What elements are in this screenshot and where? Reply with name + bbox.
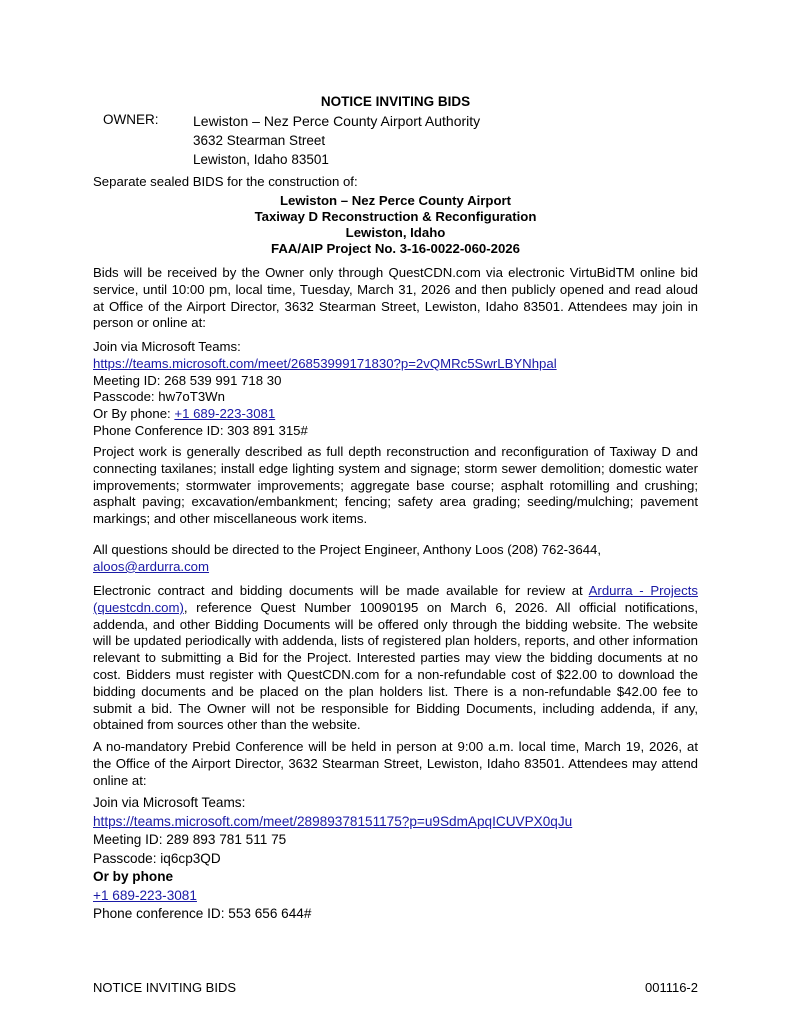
project-heading bbox=[93, 193, 698, 257]
bid-opening-meeting bbox=[93, 339, 557, 440]
meeting-id: Meeting ID: 289 893 781 511 75 bbox=[93, 832, 287, 847]
phone-line bbox=[93, 406, 557, 423]
project-line-3: Lewiston, Idaho bbox=[345, 225, 446, 240]
owner-street: 3632 Stearman Street bbox=[193, 133, 326, 148]
phone-label: Or By phone: bbox=[93, 406, 175, 422]
phone-link[interactable]: +1 689-223-3081 bbox=[93, 887, 197, 903]
footer-page-number: 001116-2 bbox=[644, 980, 698, 995]
prebid-paragraph: A no-mandatory Prebid Conference will be held in person at 9:00 a.m. local time, March 19, 2026, at the Office of the Airport Director, 3632 Stearman Street, Lewiston, Idaho 83501. Attendees may attend online at: bbox=[93, 739, 698, 788]
page-title: NOTICE INVITING BIDS bbox=[320, 94, 471, 109]
phone-link[interactable]: +1 689-223-3081 bbox=[174, 406, 276, 422]
teams-meeting-link[interactable]: https://teams.microsoft.com/meet/28989378151175?p=u9SdmApqICUVPX0qJu bbox=[93, 813, 573, 829]
passcode: Passcode: iq6cp3QD bbox=[93, 850, 221, 866]
conference-id: Phone conference ID: 553 656 644# bbox=[93, 906, 312, 921]
bids-paragraph: Bids will be received by the Owner only through QuestCDN.com via electronic VirtuBidTM online bid service, until 10:00 pm, local time, Tuesday, March 31, 2026 and then publicly opened and read aloud at Office of the Airport Director, 3632 Stearman Street, Lewiston, Idaho 83501. Attendees may join in person or online at: bbox=[93, 265, 698, 331]
owner-address bbox=[193, 112, 480, 169]
footer-title: NOTICE INVITING BIDS bbox=[93, 980, 237, 995]
engineer-email-link[interactable]: aloos@ardurra.com bbox=[93, 558, 210, 574]
teams-meeting-link[interactable]: https://teams.microsoft.com/meet/26853999171830?p=2vQMRc5SwrLBYNhpal bbox=[93, 355, 557, 371]
questcdn-projects-link[interactable]: Ardurra - Projects (questcdn.com) bbox=[93, 583, 698, 615]
prebid-meeting bbox=[93, 794, 572, 924]
meeting-id: Meeting ID: 268 539 991 718 30 bbox=[93, 372, 282, 388]
documents-text-rest: , reference Quest Number 10090195 on March 6, 2026. All official notifications, addenda, and other Bidding Documents will be offered only through the bidding website. The website will be updated periodically with addenda, lists of registered plan holders, reports, and other information relevant to submitting a Bid for the Project. Interested parties may view the bidding documents at no cost. Bidders must register with QuestCDN.com for a non-refundable cost of $22.00 to download the bidding documents and be placed on the plan holders list. There is a non-refundable $42.00 fee to submit a bid. The Owner will not be responsible for Bidding Documents, including addenda, if any, obtained from sources other than the website. bbox=[93, 599, 698, 733]
owner-city: Lewiston, Idaho 83501 bbox=[193, 152, 329, 167]
owner-name: Lewiston – Nez Perce County Airport Authority bbox=[193, 113, 481, 129]
passcode: Passcode: hw7oT3Wn bbox=[93, 389, 225, 405]
project-line-2: Taxiway D Reconstruction & Reconfiguration bbox=[254, 209, 537, 224]
separate-sealed-text: Separate sealed BIDS for the construction of: bbox=[93, 174, 358, 189]
join-teams-label: Join via Microsoft Teams: bbox=[93, 795, 246, 810]
project-line-1: Lewiston – Nez Perce County Airport bbox=[279, 193, 512, 208]
conference-id: Phone Conference ID: 303 891 315# bbox=[93, 422, 308, 438]
join-teams-label: Join via Microsoft Teams: bbox=[93, 339, 241, 354]
work-description-paragraph: Project work is generally described as full depth reconstruction and reconfiguration of Taxiway D and connecting taxilanes; install edge lighting system and signage; storm sewer demolition; domestic water improvements; stormwater improvements; aggregate base course; asphalt rotomilling and crushing; asphalt paving; excavation/embankment; fencing; safety area grading; seeding/mulching; pavement markings; and other miscellaneous work items. bbox=[93, 444, 698, 527]
questions-block bbox=[93, 542, 601, 576]
project-line-4: FAA/AIP Project No. 3-16-0022-060-2026 bbox=[271, 241, 520, 256]
questions-text: All questions should be directed to the Project Engineer, Anthony Loos (208) 762-3644, bbox=[93, 542, 602, 557]
owner-label: OWNER: bbox=[103, 112, 159, 127]
documents-paragraph bbox=[93, 583, 698, 734]
documents-text-start: Electronic contract and bidding documents will be made available for review at bbox=[93, 583, 589, 598]
phone-label: Or by phone bbox=[93, 869, 174, 884]
